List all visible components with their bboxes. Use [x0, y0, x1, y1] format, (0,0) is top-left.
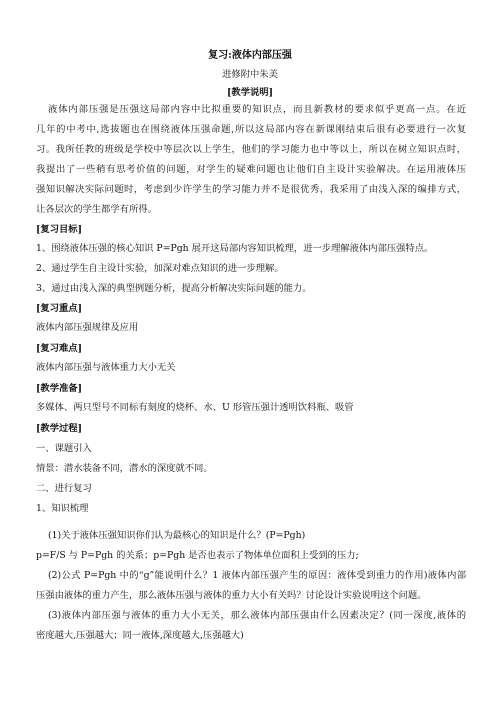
teaching-note-line: 我提出了一些稍有思考价值的问题，对学生的疑难问题也让他们自主设计实验解决。在运用液体压	[36, 164, 466, 175]
doc-author: 进修附中朱美	[222, 69, 278, 80]
goal-item: 3、通过由浅入深的典型例题分析，提高分析解决实际问题的能力。	[36, 283, 312, 294]
doc-title: 复习:液体内部压强	[208, 50, 292, 61]
section-review: 二、进行复习	[36, 483, 92, 494]
teaching-note-line: 习。我所任教的班级是学校中等层次以上学生，他们的学习能力也中等以上，所以在树立知识点时，	[36, 144, 466, 155]
teaching-note-line: 液体内部压强是压强这局部内容中比拟重要的知识点，而且新教材的要求似乎更高一点。在近	[48, 104, 466, 115]
difficulty-heading: [复习难点]	[36, 343, 82, 354]
key-heading: [复习重点]	[36, 303, 82, 314]
goal-item: 1、围绕液体压强的核心知识 P=Pgh 展开这局部内容知识梳理，进一步理解液体内部压强特点。	[36, 243, 434, 254]
goal-item: 2、通过学生自主设计实验，加深对难点知识的进一步理解。	[36, 263, 284, 274]
process-heading: [教学过程]	[36, 423, 82, 434]
question-1: (1)关于液体压强知识你们认为最核心的知识是什么？(P=Pgh)	[48, 530, 306, 541]
difficulty-text: 液体内部压强与液体重力大小无关	[36, 362, 176, 373]
scenario-text: 情景：潜水装备不同，潜水的深度就不同。	[36, 463, 213, 474]
question-1-follow: p=F/S 与 P=Pgh 的关系；p=Pgh 是否也表示了物体单位面积上受到的压力;	[36, 550, 359, 561]
prep-heading: [教学准备]	[36, 383, 82, 394]
question-2-line: 压强由液体的重力产生，那么液体压强与液体的重力大小有关吗？讨论设计实验说明这个问题。	[36, 590, 427, 601]
subsection-knowledge: 1、知识梳理	[36, 503, 89, 514]
prep-text: 多媒体、两只型号不同标有刻度的烧杯、水、U 形管压强计透明饮料瓶、吸管	[36, 402, 354, 413]
teaching-note-line: 让各层次的学生都学有所得。	[36, 204, 157, 215]
question-2-line: (2)公式 P=Pgh 中的“g”能说明什么？1 液体内部压强产生的原因：液体受到重力的作用)液体内部	[48, 570, 466, 581]
goals-heading: [复习目标]	[36, 224, 82, 235]
question-3-line: (3)液体内部压强与液体的重力大小无关，那么液体内部压强由什么因素决定？(同一深度,液体的	[48, 610, 466, 621]
teaching-note-line: 几年的中考中,选拔题也在围绕液体压强命题,所以这局部内容在新课刚结束后很有必要进行一次复	[36, 124, 466, 135]
section-intro: 一、课题引入	[36, 443, 92, 454]
question-3-line: 密度越大,压强越大；同一液体,深度越大,压强越大)	[36, 630, 244, 641]
teaching-note-line: 强知识解决实际问题时，考虑到少许学生的学习能力并不是很优秀，我采用了由浅入深的编排方式，	[36, 184, 466, 195]
teaching-note-heading: [教学说明]	[227, 87, 273, 98]
key-text: 液体内部压强规律及应用	[36, 322, 139, 333]
